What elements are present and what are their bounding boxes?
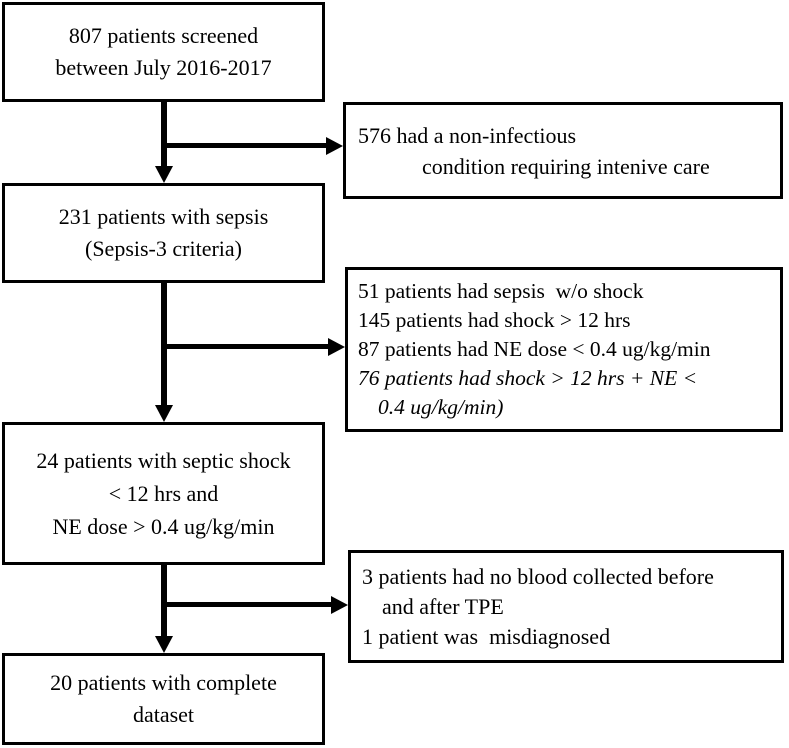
box-excluded-criteria — [345, 267, 783, 432]
box-patients-with-sepsis — [2, 183, 325, 283]
arrowhead-down-icon — [155, 636, 173, 653]
box-complete-dataset — [2, 653, 325, 745]
box-patients-screened — [2, 2, 325, 102]
box-text-line: NE dose > 0.4 ug/kg/min — [52, 514, 275, 539]
box-text-line: < 12 hrs and — [108, 481, 219, 506]
box-excluded-missing-data — [348, 550, 784, 663]
connector-line-horizontal — [164, 602, 331, 607]
box-text-line: condition requiring intenive care — [422, 153, 710, 179]
arrowhead-down-icon — [155, 405, 173, 422]
connector-line-horizontal — [164, 143, 326, 148]
box-text-line: between July 2016-2017 — [55, 55, 272, 80]
box-excluded-noninfectious — [343, 102, 783, 199]
box-text-line: 87 patients had NE dose < 0.4 ug/kg/min — [358, 337, 711, 361]
arrowhead-down-icon — [155, 166, 173, 183]
box-text-line: 0.4 ug/kg/min) — [378, 395, 504, 419]
box-text-line: 145 patients had shock > 12 hrs — [358, 308, 631, 332]
box-text-line: 3 patients had no blood collected before — [362, 563, 714, 589]
box-text-line: and after TPE — [382, 593, 504, 619]
box-text-line: 51 patients had sepsis w/o shock — [358, 279, 644, 303]
connector-line-vertical — [161, 565, 167, 636]
box-text-line: 76 patients had shock > 12 hrs + NE < — [358, 366, 698, 390]
arrowhead-right-icon — [328, 338, 345, 356]
box-text-line: 1 patient was misdiagnosed — [362, 623, 611, 649]
box-text-line: 24 patients with septic shock — [36, 448, 291, 473]
box-text-line: 231 patients with sepsis — [58, 204, 269, 229]
box-text-line: 807 patients screened — [68, 23, 259, 48]
arrowhead-right-icon — [326, 137, 343, 155]
box-text-line: dataset — [132, 702, 195, 727]
box-text-line: 20 patients with complete — [50, 670, 277, 695]
box-septic-shock — [2, 422, 325, 565]
box-text-line: (Sepsis-3 criteria) — [85, 236, 242, 261]
connector-line-vertical — [161, 102, 167, 166]
box-text-line: 576 had a non-infectious — [358, 122, 577, 148]
arrowhead-right-icon — [331, 596, 348, 614]
connector-line-horizontal — [164, 344, 328, 349]
